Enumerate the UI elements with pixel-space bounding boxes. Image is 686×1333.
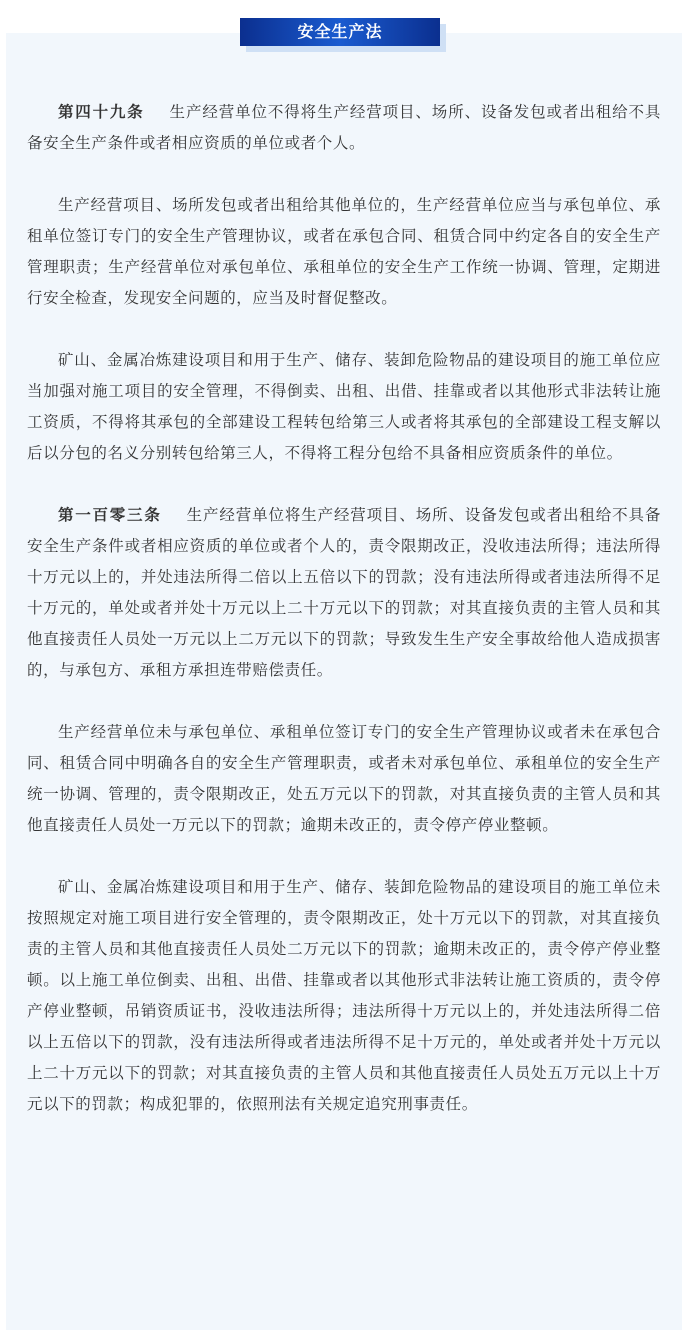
- paragraph-text: 矿山、金属冶炼建设项目和用于生产、储存、装卸危险物品的建设项目的施工单位未按照规定对施工项目进行安全管理的，责令限期改正，处十万元以下的罚款，对其直接负责的主管人员和其他直接责任人员处二万元以下的罚款；逾期未改正的，责令停产停业整顿。以上施工单位倒卖、出租、出借、挂靠或者以其他形式非法转让施工资质的，责令停产停业整顿，吊销资质证书，没收违法所得；违法所得十万元以上的，并处违法所得二倍以上五倍以下的罚款，没有违法所得或者违法所得不足十万元的，单处或者并处十万元以上二十万元以下的罚款；对其直接负责的主管人员和其他直接责任人员处五万元以上十万元以下的罚款；构成犯罪的，依照刑法有关规定追究刑事责任。: [27, 878, 661, 1113]
- law-text: [27, 97, 661, 1151]
- paragraph-text: 生产经营单位不得将生产经营项目、场所、设备发包或者出租给不具备安全生产条件或者相应资质的单位或者个人。: [27, 103, 661, 152]
- paragraph-3: [27, 345, 661, 469]
- paragraph-text: 生产经营单位将生产经营项目、场所、设备发包或者出租给不具备安全生产条件或者相应资质的单位或者个人的，责令限期改正，没收违法所得；违法所得十万元以上的，并处违法所得二倍以上五倍以下的罚款；没有违法所得或者违法所得不足十万元的，单处或者并处十万元以上二十万元以下的罚款；对其直接负责的主管人员和其他直接责任人员处一万元以上二万元以下的罚款；导致发生生产安全事故给他人造成损害的，与承包方、承租方承担连带赔偿责任。: [27, 506, 661, 679]
- paragraph-1: [27, 97, 661, 159]
- paragraph-5: [27, 717, 661, 841]
- article-number: 第四十九条: [58, 103, 145, 121]
- page-title: 安全生产法: [240, 18, 440, 46]
- article-number: 第一百零三条: [58, 506, 162, 524]
- title-banner: [240, 18, 446, 52]
- paragraph-text: 生产经营项目、场所发包或者出租给其他单位的，生产经营单位应当与承包单位、承租单位签订专门的安全生产管理协议，或者在承包合同、租赁合同中约定各自的安全生产管理职责；生产经营单位对承包单位、承租单位的安全生产工作统一协调、管理，定期进行安全检查，发现安全问题的，应当及时督促整改。: [27, 196, 661, 307]
- paragraph-text: 生产经营单位未与承包单位、承租单位签订专门的安全生产管理协议或者未在承包合同、租赁合同中明确各自的安全生产管理职责，或者未对承包单位、承租单位的安全生产统一协调、管理的，责令限期改正，处五万元以下的罚款，对其直接负责的主管人员和其他直接责任人员处一万元以下的罚款；逾期未改正的，责令停产停业整顿。: [27, 723, 661, 834]
- paragraph-2: [27, 190, 661, 314]
- paragraph-text: 矿山、金属冶炼建设项目和用于生产、储存、装卸危险物品的建设项目的施工单位应当加强对施工项目的安全管理，不得倒卖、出租、出借、挂靠或者以其他形式非法转让施工资质，不得将其承包的全部建设工程转包给第三人或者将其承包的全部建设工程支解以后以分包的名义分别转包给第三人，不得将工程分包给不具备相应资质条件的单位。: [27, 351, 661, 462]
- paragraph-4: [27, 500, 661, 686]
- paragraph-6: [27, 872, 661, 1120]
